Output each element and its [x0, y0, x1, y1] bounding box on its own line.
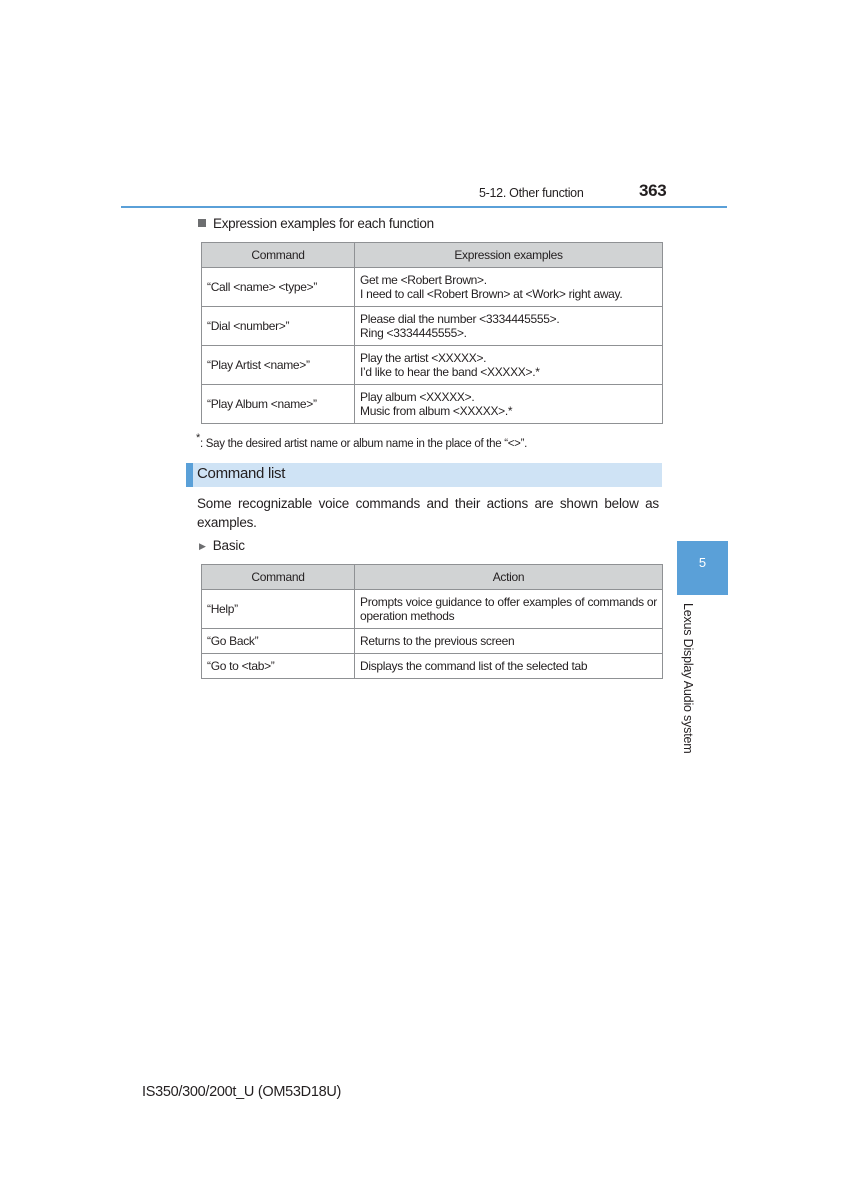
examples-cell	[355, 385, 663, 424]
basic-subheading	[199, 538, 245, 553]
footnote-mark: *	[196, 432, 200, 444]
triangle-bullet-icon: ▶	[199, 541, 206, 551]
table-row	[202, 268, 663, 307]
example-line: Music from album <XXXXX>.*	[360, 404, 513, 418]
header-rule	[121, 206, 727, 208]
command-cell: “Go to <tab>”	[202, 654, 355, 679]
table-header-row	[202, 243, 663, 268]
basic-commands-table	[201, 564, 663, 679]
chapter-tab	[677, 541, 728, 595]
expression-examples-table	[201, 242, 663, 424]
column-header-command: Command	[202, 243, 355, 268]
examples-cell	[355, 346, 663, 385]
footnote	[196, 433, 527, 450]
footnote-text: : Say the desired artist name or album name in the place of the “<>”.	[199, 437, 528, 450]
section-title: 5-12. Other function	[479, 186, 584, 200]
command-list-intro: Some recognizable voice commands and their actions are shown below as examples.	[197, 496, 659, 530]
command-cell: “Help”	[202, 590, 355, 629]
command-list-heading-bar	[186, 463, 662, 487]
action-cell: Displays the command list of the selected tab	[355, 654, 663, 679]
column-header-action: Action	[355, 565, 663, 590]
example-line: Please dial the number <3334445555>.	[360, 311, 560, 326]
table-header-row	[202, 565, 663, 590]
table-row	[202, 346, 663, 385]
table-row	[202, 590, 663, 629]
table-row	[202, 629, 663, 654]
table-row	[202, 654, 663, 679]
chapter-number: 5	[698, 555, 707, 570]
expression-examples-heading	[198, 216, 434, 231]
example-line: I need to call <Robert Brown> at <Work> right away.	[360, 287, 623, 301]
heading-accent	[186, 463, 193, 487]
footer-model-code: IS350/300/200t_U (OM53D18U)	[142, 1084, 342, 1100]
example-line: I’d like to hear the band <XXXXX>.*	[360, 365, 540, 379]
example-line: Play album <XXXXX>.	[360, 389, 475, 404]
table-row	[202, 385, 663, 424]
examples-cell	[355, 268, 663, 307]
examples-cell	[355, 307, 663, 346]
column-header-expression-examples: Expression examples	[355, 243, 663, 268]
action-cell: Prompts voice guidance to offer examples of commands or operation methods	[355, 590, 663, 629]
action-cell: Returns to the previous screen	[355, 629, 663, 654]
basic-label: Basic	[212, 538, 245, 553]
command-list-title: Command list	[197, 465, 286, 482]
table-row	[202, 307, 663, 346]
example-line: Get me <Robert Brown>.	[360, 272, 487, 287]
page-number: 363	[639, 181, 667, 200]
command-cell: “Call <name> <type>”	[202, 268, 355, 307]
column-header-command: Command	[202, 565, 355, 590]
command-cell: “Play Artist <name>”	[202, 346, 355, 385]
command-cell: “Go Back”	[202, 629, 355, 654]
command-cell: “Play Album <name>”	[202, 385, 355, 424]
expression-examples-heading-text: Expression examples for each function	[213, 216, 434, 231]
example-line: Play the artist <XXXXX>.	[360, 350, 487, 365]
square-bullet-icon	[198, 219, 206, 227]
chapter-label: Lexus Display Audio system	[681, 603, 695, 754]
command-cell: “Dial <number>”	[202, 307, 355, 346]
example-line: Ring <3334445555>.	[360, 326, 467, 340]
